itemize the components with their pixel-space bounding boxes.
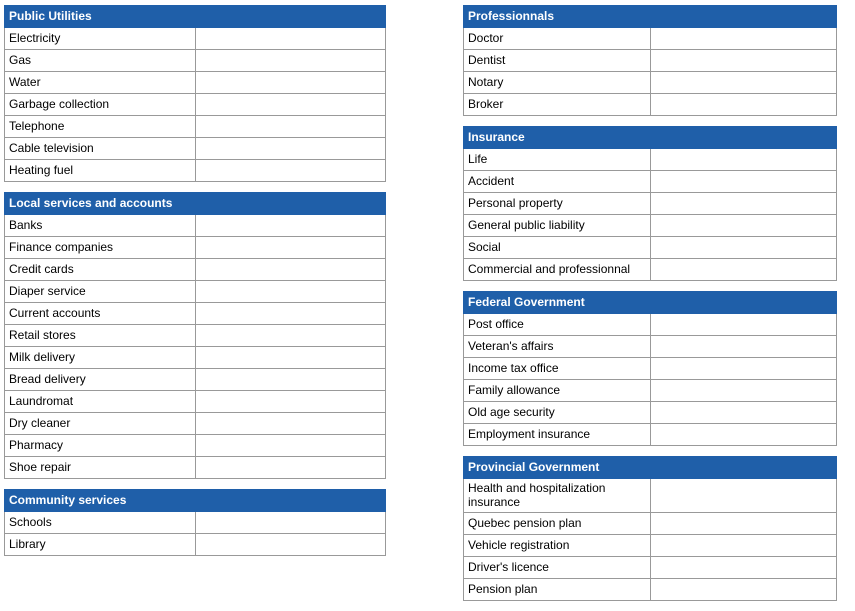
row-label: Library — [5, 534, 196, 556]
row-checkbox-cell[interactable] — [195, 215, 386, 237]
row-label: Cable television — [5, 138, 196, 160]
table-row — [464, 535, 837, 557]
row-label: Bread delivery — [5, 369, 196, 391]
row-checkbox-cell[interactable] — [195, 94, 386, 116]
row-label: Post office — [464, 314, 651, 336]
row-checkbox-cell[interactable] — [195, 303, 386, 325]
table-header-row — [464, 6, 837, 28]
table-local-services-and-accounts — [4, 192, 386, 479]
row-label: Quebec pension plan — [464, 513, 651, 535]
row-label: Commercial and professionnal — [464, 259, 651, 281]
table-row — [464, 358, 837, 380]
row-label: Doctor — [464, 28, 651, 50]
row-checkbox-cell[interactable] — [650, 402, 837, 424]
row-label: Heating fuel — [5, 160, 196, 182]
table-row — [464, 193, 837, 215]
row-checkbox-cell[interactable] — [195, 413, 386, 435]
table-row — [464, 215, 837, 237]
row-checkbox-cell[interactable] — [650, 579, 837, 601]
row-checkbox-cell[interactable] — [195, 457, 386, 479]
table-row — [5, 413, 386, 435]
table-row — [5, 534, 386, 556]
row-label: Diaper service — [5, 281, 196, 303]
row-checkbox-cell[interactable] — [195, 391, 386, 413]
row-checkbox-cell[interactable] — [650, 535, 837, 557]
table-header-row — [5, 6, 386, 28]
row-label: Income tax office — [464, 358, 651, 380]
table-header-row — [5, 490, 386, 512]
table-header-row — [464, 127, 837, 149]
table-row — [5, 50, 386, 72]
row-label: Employment insurance — [464, 424, 651, 446]
table-row — [5, 116, 386, 138]
table-row — [464, 94, 837, 116]
row-checkbox-cell[interactable] — [195, 72, 386, 94]
row-label: Pharmacy — [5, 435, 196, 457]
table-row — [464, 336, 837, 358]
table-row — [464, 402, 837, 424]
table-row — [464, 479, 837, 513]
row-checkbox-cell[interactable] — [650, 336, 837, 358]
row-checkbox-cell[interactable] — [195, 512, 386, 534]
table-row — [5, 512, 386, 534]
table-row — [5, 28, 386, 50]
table-row — [464, 380, 837, 402]
row-checkbox-cell[interactable] — [195, 116, 386, 138]
row-label: Credit cards — [5, 259, 196, 281]
table-header-row — [5, 193, 386, 215]
row-checkbox-cell[interactable] — [195, 50, 386, 72]
row-label: Pension plan — [464, 579, 651, 601]
table-row — [464, 314, 837, 336]
row-label: Current accounts — [5, 303, 196, 325]
table-row — [5, 259, 386, 281]
row-checkbox-cell[interactable] — [650, 424, 837, 446]
row-label: Notary — [464, 72, 651, 94]
section-provincial-government — [463, 456, 855, 601]
row-label: Family allowance — [464, 380, 651, 402]
row-checkbox-cell[interactable] — [195, 259, 386, 281]
table-row — [464, 579, 837, 601]
row-checkbox-cell[interactable] — [195, 369, 386, 391]
row-label: Retail stores — [5, 325, 196, 347]
row-checkbox-cell[interactable] — [650, 237, 837, 259]
row-label: Veteran's affairs — [464, 336, 651, 358]
row-label: Electricity — [5, 28, 196, 50]
table-header-row — [464, 292, 837, 314]
row-checkbox-cell[interactable] — [195, 138, 386, 160]
row-checkbox-cell[interactable] — [650, 149, 837, 171]
row-checkbox-cell[interactable] — [650, 314, 837, 336]
row-checkbox-cell[interactable] — [650, 28, 837, 50]
row-label: Garbage collection — [5, 94, 196, 116]
section-community-services — [4, 489, 427, 556]
row-label: Dentist — [464, 50, 651, 72]
table-row — [5, 215, 386, 237]
row-label: Driver's licence — [464, 557, 651, 579]
row-label: Life — [464, 149, 651, 171]
row-label: Social — [464, 237, 651, 259]
section-title: Professionnals — [464, 6, 837, 28]
row-checkbox-cell[interactable] — [195, 281, 386, 303]
section-public-utilities — [4, 5, 427, 182]
table-row — [5, 435, 386, 457]
table-professionnals — [463, 5, 837, 116]
row-checkbox-cell[interactable] — [195, 435, 386, 457]
table-row — [464, 513, 837, 535]
row-label: Personal property — [464, 193, 651, 215]
left-column — [0, 5, 427, 566]
table-insurance — [463, 126, 837, 281]
row-label: Milk delivery — [5, 347, 196, 369]
table-row — [5, 369, 386, 391]
table-row — [5, 325, 386, 347]
row-checkbox-cell[interactable] — [650, 557, 837, 579]
row-label: Laundromat — [5, 391, 196, 413]
row-checkbox-cell[interactable] — [650, 358, 837, 380]
row-label: Banks — [5, 215, 196, 237]
row-label: Finance companies — [5, 237, 196, 259]
table-row — [5, 391, 386, 413]
table-row — [5, 303, 386, 325]
table-row — [464, 28, 837, 50]
row-label: Gas — [5, 50, 196, 72]
row-checkbox-cell[interactable] — [195, 237, 386, 259]
section-local-services-and-accounts — [4, 192, 427, 479]
row-checkbox-cell[interactable] — [650, 215, 837, 237]
row-label: Vehicle registration — [464, 535, 651, 557]
table-row — [5, 457, 386, 479]
row-label: General public liability — [464, 215, 651, 237]
row-checkbox-cell[interactable] — [195, 160, 386, 182]
row-checkbox-cell[interactable] — [195, 347, 386, 369]
table-community-services — [4, 489, 386, 556]
row-checkbox-cell[interactable] — [650, 94, 837, 116]
row-checkbox-cell[interactable] — [650, 479, 837, 513]
section-insurance — [463, 126, 855, 281]
row-label: Schools — [5, 512, 196, 534]
table-row — [5, 160, 386, 182]
row-checkbox-cell[interactable] — [650, 259, 837, 281]
row-checkbox-cell[interactable] — [650, 380, 837, 402]
row-checkbox-cell[interactable] — [650, 50, 837, 72]
row-label: Broker — [464, 94, 651, 116]
section-title: Community services — [5, 490, 386, 512]
row-checkbox-cell[interactable] — [195, 534, 386, 556]
section-title: Insurance — [464, 127, 837, 149]
row-label: Old age security — [464, 402, 651, 424]
row-label: Water — [5, 72, 196, 94]
table-row — [5, 138, 386, 160]
section-title: Local services and accounts — [5, 193, 386, 215]
row-label: Accident — [464, 171, 651, 193]
table-row — [464, 424, 837, 446]
section-professionnals — [463, 5, 855, 116]
table-row — [464, 237, 837, 259]
section-title: Provincial Government — [464, 457, 837, 479]
two-column-layout — [0, 5, 855, 611]
table-row — [464, 72, 837, 94]
section-federal-government — [463, 291, 855, 446]
table-row — [464, 171, 837, 193]
row-label: Health and hospitalization insurance — [464, 479, 651, 513]
row-label: Shoe repair — [5, 457, 196, 479]
section-title: Public Utilities — [5, 6, 386, 28]
row-label: Telephone — [5, 116, 196, 138]
table-public-utilities — [4, 5, 386, 182]
table-row — [464, 149, 837, 171]
table-row — [5, 237, 386, 259]
table-row — [5, 347, 386, 369]
table-row — [5, 94, 386, 116]
table-provincial-government — [463, 456, 837, 601]
table-row — [464, 50, 837, 72]
row-label: Dry cleaner — [5, 413, 196, 435]
section-title: Federal Government — [464, 292, 837, 314]
table-row — [5, 72, 386, 94]
row-checkbox-cell[interactable] — [195, 325, 386, 347]
right-column — [427, 5, 855, 611]
table-header-row — [464, 457, 837, 479]
row-checkbox-cell[interactable] — [195, 28, 386, 50]
table-row — [464, 259, 837, 281]
table-row — [5, 281, 386, 303]
table-row — [464, 557, 837, 579]
row-checkbox-cell[interactable] — [650, 513, 837, 535]
row-checkbox-cell[interactable] — [650, 193, 837, 215]
row-checkbox-cell[interactable] — [650, 72, 837, 94]
row-checkbox-cell[interactable] — [650, 171, 837, 193]
table-federal-government — [463, 291, 837, 446]
